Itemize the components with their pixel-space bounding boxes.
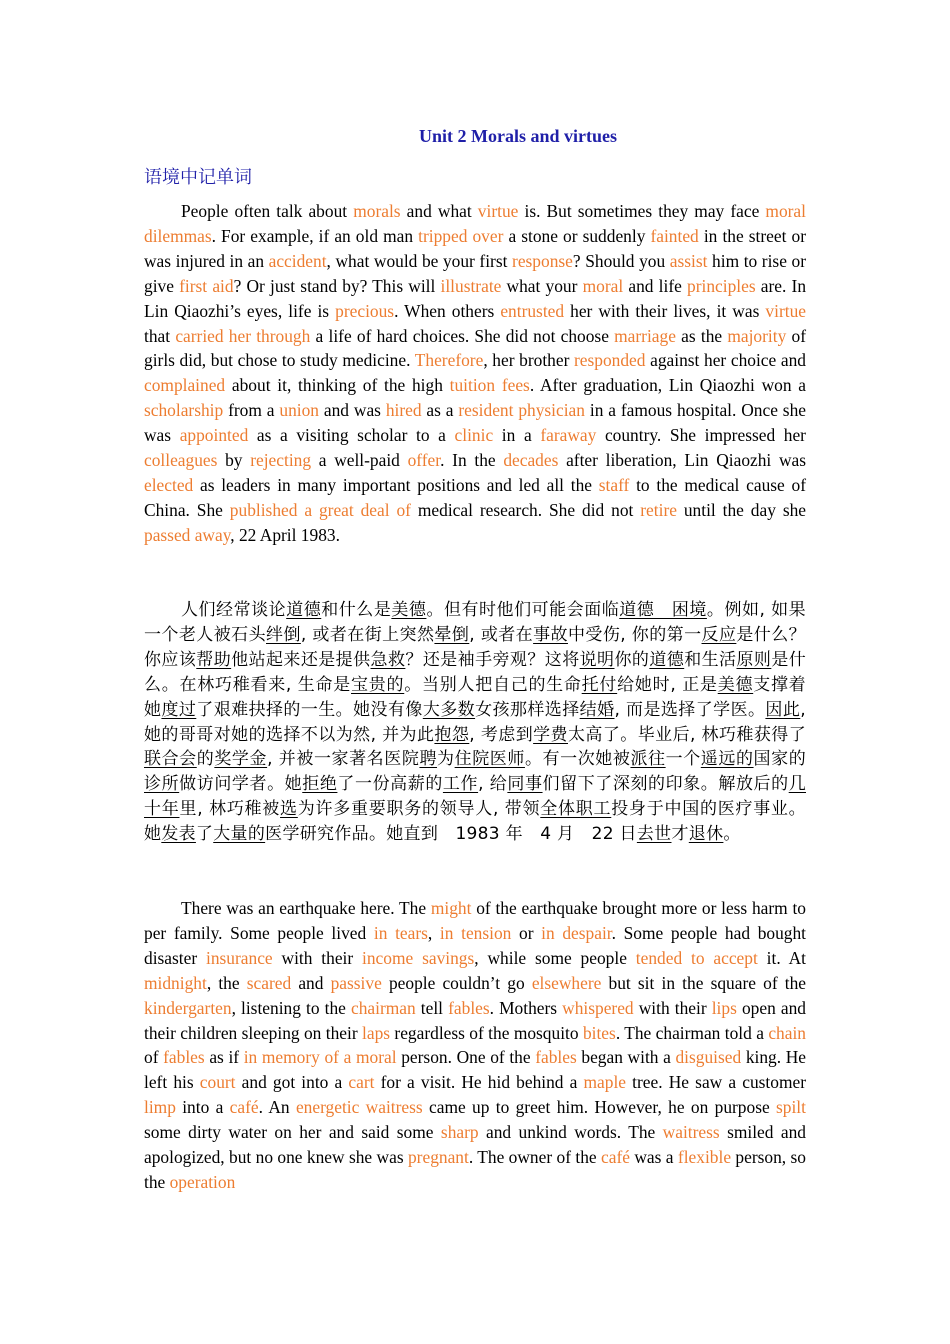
- underlined-term: 同事: [507, 774, 543, 795]
- text-run: 。但有时他们可能会面临: [426, 600, 620, 620]
- text-run: regardless of the mosquito: [390, 1022, 583, 1043]
- vocab-term: chain: [768, 1022, 806, 1043]
- underlined-term: 度过: [161, 699, 197, 720]
- underlined-term: 学费: [533, 724, 568, 745]
- vocab-term: in despair: [541, 922, 612, 943]
- underlined-term: 诊所: [144, 774, 180, 795]
- text-run: , her brother: [483, 350, 574, 371]
- vocab-term: staff: [598, 474, 630, 495]
- text-run: . An: [258, 1097, 296, 1118]
- text-run: 为: [437, 749, 455, 770]
- vocab-term: first aid: [179, 275, 234, 296]
- text-run: as a visiting scholar to a: [248, 425, 455, 446]
- vocab-term: illustrate: [440, 275, 502, 296]
- text-run: against her choice and: [645, 350, 806, 371]
- vocab-term: union: [279, 400, 320, 421]
- vocab-term: fainted: [650, 225, 699, 246]
- text-run: 是什么？你应该: [144, 624, 806, 670]
- vocab-term: morals: [353, 201, 401, 221]
- vocab-term: fables: [163, 1047, 205, 1068]
- text-run: 了: [195, 824, 214, 845]
- underlined-term: 托付: [581, 674, 618, 695]
- underlined-term: 说明: [579, 649, 615, 670]
- text-run: . In the: [440, 450, 504, 471]
- text-run: began with a: [576, 1047, 676, 1068]
- vocab-term: faraway: [540, 425, 597, 446]
- vocab-term: flexible: [677, 1147, 732, 1168]
- vocab-term: moral dilemmas: [144, 201, 806, 246]
- text-run: 们留下了深刻的印象。解放后的: [542, 774, 789, 795]
- underlined-term: 几十年: [144, 774, 806, 820]
- text-run: , 或者在: [469, 624, 534, 645]
- text-run: from a: [223, 400, 280, 421]
- text-run: . After graduation, Lin Qiaozhi won a: [529, 375, 806, 396]
- text-run: tree. He saw a customer: [626, 1072, 806, 1093]
- text-run: 做访问学者。她: [179, 774, 303, 795]
- text-run: and life: [623, 275, 688, 296]
- underlined-term: 结婚: [579, 699, 615, 720]
- underlined-term: 遥远的: [700, 749, 754, 770]
- text-run: , 她的哥哥对她的选择不以为然, 并为此: [144, 699, 806, 745]
- underlined-term: 联合会: [144, 749, 197, 770]
- text-run: 了一份高薪的: [337, 774, 443, 795]
- text-run: , 22 April 1983.: [230, 524, 340, 545]
- text-run: some dirty water on her and said some: [144, 1122, 441, 1143]
- text-run: 是什么。在林巧稚看来, 生命是: [144, 649, 807, 695]
- vocab-term: laps: [362, 1022, 391, 1043]
- text-run: . The chairman told a: [615, 1022, 769, 1043]
- text-run: for a visit. He hid behind a: [374, 1072, 584, 1093]
- text-run: , 给: [478, 774, 508, 795]
- vocab-term: operation: [169, 1171, 236, 1192]
- text-run: . When others: [394, 300, 501, 321]
- text-run: 的: [196, 749, 215, 770]
- text-run: 人们经常谈论: [181, 600, 287, 620]
- vocab-term: energetic waitress: [295, 1097, 423, 1118]
- text-run: 了艰难抉择的一生。她没有像: [196, 699, 423, 720]
- text-run: 。例如, 如果一个老人被石头: [144, 600, 806, 645]
- text-run: , what would be your first: [326, 250, 513, 271]
- underlined-term: 帮助: [196, 649, 232, 670]
- text-run: and: [291, 972, 331, 993]
- text-run: is. But sometimes they may face: [518, 201, 766, 221]
- text-run: in a: [493, 425, 541, 446]
- vocab-term: chairman: [350, 997, 416, 1018]
- underlined-term: 原则: [736, 649, 772, 670]
- vocab-term: appointed: [179, 425, 249, 446]
- text-run: . Mothers: [489, 997, 563, 1018]
- text-run: and unkind words. The: [478, 1122, 663, 1143]
- text-run: 。当别人把自己的生命: [404, 674, 582, 695]
- text-run: person. One of the: [396, 1047, 536, 1068]
- vocab-term: precious: [335, 300, 395, 321]
- text-run: , listening to the: [231, 997, 351, 1018]
- vocab-term: principles: [687, 275, 756, 296]
- text-run: ? Should you: [572, 250, 670, 271]
- text-run: into a: [175, 1097, 230, 1118]
- text-run: as the: [675, 325, 728, 346]
- text-run: with their: [272, 947, 363, 968]
- text-run: , 并被一家著名医院: [267, 749, 420, 770]
- underlined-term: 大量的: [213, 824, 266, 845]
- vocab-term: kindergarten: [144, 997, 232, 1018]
- vocab-term: bites: [582, 1022, 616, 1043]
- underlined-term: 绊倒: [266, 624, 301, 645]
- vocab-term: café: [229, 1097, 259, 1118]
- text-run: but sit in the square of the: [601, 972, 807, 993]
- text-run: 支撑着她: [144, 674, 806, 720]
- vocab-term: income savings: [362, 947, 475, 968]
- vocab-term: published a great deal of: [229, 499, 411, 520]
- underlined-term: 美德: [717, 674, 754, 695]
- vocab-term: complained: [144, 375, 226, 396]
- vocab-term: limp: [144, 1097, 176, 1118]
- vocab-term: assist: [669, 250, 708, 271]
- vocab-term: retire: [640, 499, 677, 520]
- underlined-term: 因此: [765, 699, 801, 720]
- text-run: , the: [206, 972, 247, 993]
- underlined-term: 抱怨: [434, 724, 470, 745]
- vocab-term: scared: [246, 972, 292, 993]
- text-run: country. She impressed her: [596, 425, 806, 446]
- vocab-term: resident physician: [458, 400, 585, 421]
- vocab-term: accident: [268, 250, 327, 271]
- text-run: , 或者在街上突然: [300, 624, 435, 645]
- text-run: in the street or was injured in an: [144, 225, 806, 271]
- vocab-term: in tears: [373, 922, 428, 943]
- vocab-term: colleagues: [144, 450, 218, 471]
- vocab-term: tuition fees: [449, 375, 530, 396]
- text-run: People often talk about: [181, 201, 354, 221]
- text-run: came up to greet him. However, he on purpose: [422, 1097, 777, 1118]
- vocab-term: whispered: [562, 997, 634, 1018]
- underlined-term: 聘: [419, 749, 438, 770]
- vocab-term: passive: [330, 972, 382, 993]
- vocab-term: fables: [448, 997, 490, 1018]
- text-run: ? Or just stand by? This will: [233, 275, 441, 296]
- text-run: 医学研究作品。她直到 1983 年 4 月 22 日: [265, 824, 637, 845]
- text-run: about it, thinking of the high: [225, 375, 450, 396]
- underlined-term: 事故: [533, 624, 568, 645]
- vocab-term: tended to accept: [635, 947, 758, 968]
- vocab-term: midnight: [144, 972, 207, 993]
- vocab-term: majority: [727, 325, 787, 346]
- text-run: to the medical cause of China. She: [144, 474, 806, 520]
- text-run: , 考虑到: [469, 724, 534, 745]
- vocab-term: cart: [348, 1072, 375, 1093]
- text-run: 给她时, 正是: [617, 674, 718, 695]
- text-run: 女孩那样选择: [475, 699, 580, 720]
- underlined-term: 宝贵的: [351, 674, 405, 695]
- english-passage-2: [144, 896, 806, 1195]
- section-heading: 语境中记单词: [144, 167, 252, 188]
- text-run: 为许多重要职务的领导人, 带领: [297, 799, 541, 820]
- text-run: him to rise or give: [144, 250, 806, 296]
- underlined-term: 美德: [391, 600, 427, 620]
- vocab-term: spilt: [776, 1097, 806, 1118]
- text-run: what your: [501, 275, 583, 296]
- vocab-term: elected: [144, 474, 194, 495]
- underlined-term: 全体职工: [540, 799, 612, 820]
- underlined-term: 道德: [286, 600, 322, 620]
- text-run: , while some people: [474, 947, 636, 968]
- vocab-term: hired: [385, 400, 422, 421]
- vocab-term: responded: [574, 350, 646, 371]
- vocab-term: in memory of: [243, 1047, 339, 1068]
- vocab-term: virtue: [477, 201, 519, 221]
- underlined-term: 工作: [442, 774, 479, 795]
- underlined-term: 发表: [161, 824, 196, 845]
- text-run: of girls did, but chose to study medicine.: [144, 325, 806, 371]
- text-run: . The owner of the: [468, 1147, 602, 1168]
- underlined-term: 派往: [630, 749, 666, 770]
- text-run: as a: [421, 400, 459, 421]
- text-run: her with their lives, it was: [564, 300, 766, 321]
- text-run: of the earthquake brought more or less harm to per family. Some people lived: [144, 898, 806, 943]
- text-run: by: [217, 450, 251, 471]
- underlined-term: 选: [280, 799, 298, 820]
- unit-title: Unit 2 Morals and virtues: [419, 126, 617, 146]
- text-run: as leaders in many important positions and led all the: [193, 474, 599, 495]
- underlined-term: 晕倒: [434, 624, 470, 645]
- vocab-term: might: [430, 898, 472, 918]
- text-run: person, so the: [144, 1147, 806, 1192]
- text-run: 。: [723, 824, 741, 845]
- text-run: that: [144, 325, 176, 346]
- text-run: 一个: [665, 749, 701, 770]
- text-run: in a famous hospital. Once she was: [144, 400, 806, 446]
- text-run: smiled and apologized, but no one knew she was: [144, 1122, 806, 1168]
- vocab-term: virtue: [765, 300, 806, 321]
- underlined-term: 住院医师: [454, 749, 525, 770]
- vocab-term: café: [601, 1147, 630, 1168]
- underlined-term: 大多数: [422, 699, 476, 720]
- vocab-term: Therefore: [414, 350, 484, 371]
- text-run: are. In Lin Qiaozhi’s eyes, life is: [144, 275, 807, 321]
- text-run: or: [511, 922, 542, 943]
- text-run: 和什么是: [321, 600, 392, 620]
- vocab-term: disguised: [675, 1047, 742, 1068]
- vocab-term: a moral: [343, 1047, 397, 1068]
- text-run: of: [144, 1047, 164, 1068]
- chinese-translation: [144, 598, 806, 847]
- underlined-term: 急救: [370, 649, 406, 670]
- text-run: 你的: [614, 649, 650, 670]
- vocab-term: tripped over: [418, 225, 504, 246]
- text-run: 才: [671, 824, 689, 845]
- text-run: 和生活: [684, 649, 737, 670]
- text-run: and what: [400, 201, 478, 221]
- vocab-term: insurance: [206, 947, 273, 968]
- text-run: a life of hard choices. She did not choose: [310, 325, 615, 346]
- underlined-term: 奖学金: [214, 749, 268, 770]
- text-run: 他站起来还是提供: [231, 649, 371, 670]
- text-run: 太高了。毕业后, 林巧稚获得了: [568, 724, 806, 745]
- text-run: it. At: [757, 947, 806, 968]
- text-run: after liberation, Lin Qiaozhi was: [558, 450, 807, 471]
- text-run: a stone or suddenly: [503, 225, 651, 246]
- vocab-term: in tension: [439, 922, 512, 943]
- text-run: There was an earthquake here. The: [181, 898, 431, 918]
- underlined-term: 道德: [649, 649, 685, 670]
- text-run: and was: [319, 400, 386, 421]
- vocab-term: waitress: [662, 1122, 720, 1143]
- underlined-term: 去世: [636, 824, 672, 845]
- text-run: ,: [427, 922, 440, 943]
- text-run: tell: [415, 997, 449, 1018]
- text-run: . For example, if an old man: [211, 225, 419, 246]
- vocab-term: maple: [583, 1072, 627, 1093]
- text-run: , 而是选择了学医。: [614, 699, 766, 720]
- vocab-term: clinic: [454, 425, 494, 446]
- text-run: open and their children sleeping on their: [144, 997, 806, 1043]
- vocab-term: sharp: [440, 1122, 479, 1143]
- text-run: 中受伤, 你的第一: [567, 624, 702, 645]
- vocab-term: fables: [535, 1047, 577, 1068]
- text-run: ？还是袖手旁观？这将: [405, 649, 580, 670]
- text-run: 国家的: [753, 749, 807, 770]
- text-run: and got into a: [235, 1072, 349, 1093]
- text-run: with their: [633, 997, 712, 1018]
- vocab-term: elsewhere: [531, 972, 602, 993]
- vocab-term: pregnant: [407, 1147, 469, 1168]
- text-run: king. He left his: [144, 1047, 807, 1093]
- underlined-term: 拒绝: [302, 774, 338, 795]
- text-run: a well-paid: [311, 450, 408, 471]
- text-run: as if: [204, 1047, 244, 1068]
- vocab-term: decades: [503, 450, 559, 471]
- text-run: 。有一次她被: [524, 749, 631, 770]
- vocab-term: rejecting: [250, 450, 312, 471]
- underlined-term: 反应: [701, 624, 737, 645]
- english-passage-1: [144, 199, 806, 548]
- vocab-term: marriage: [614, 325, 676, 346]
- vocab-term: scholarship: [144, 400, 224, 421]
- vocab-term: offer: [407, 450, 441, 471]
- text-run: medical research. She did not: [410, 499, 641, 520]
- text-run: until the day she: [676, 499, 806, 520]
- vocab-term: passed away: [144, 524, 231, 545]
- text-run: . Some people had bought disaster: [144, 922, 807, 968]
- vocab-term: response: [512, 250, 573, 271]
- underlined-term: 退休: [688, 824, 724, 845]
- vocab-term: entrusted: [500, 300, 565, 321]
- vocab-term: court: [199, 1072, 236, 1093]
- vocab-term: moral: [582, 275, 624, 296]
- vocab-term: lips: [711, 997, 737, 1018]
- text-run: people couldn’t go: [381, 972, 532, 993]
- text-run: 投身于中国的医疗事业。她: [144, 799, 806, 845]
- text-run: 里, 林巧稚被: [179, 799, 281, 820]
- vocab-term: carried her through: [175, 325, 311, 346]
- text-run: was a: [629, 1147, 678, 1168]
- underlined-term: 道德 困境: [619, 600, 707, 620]
